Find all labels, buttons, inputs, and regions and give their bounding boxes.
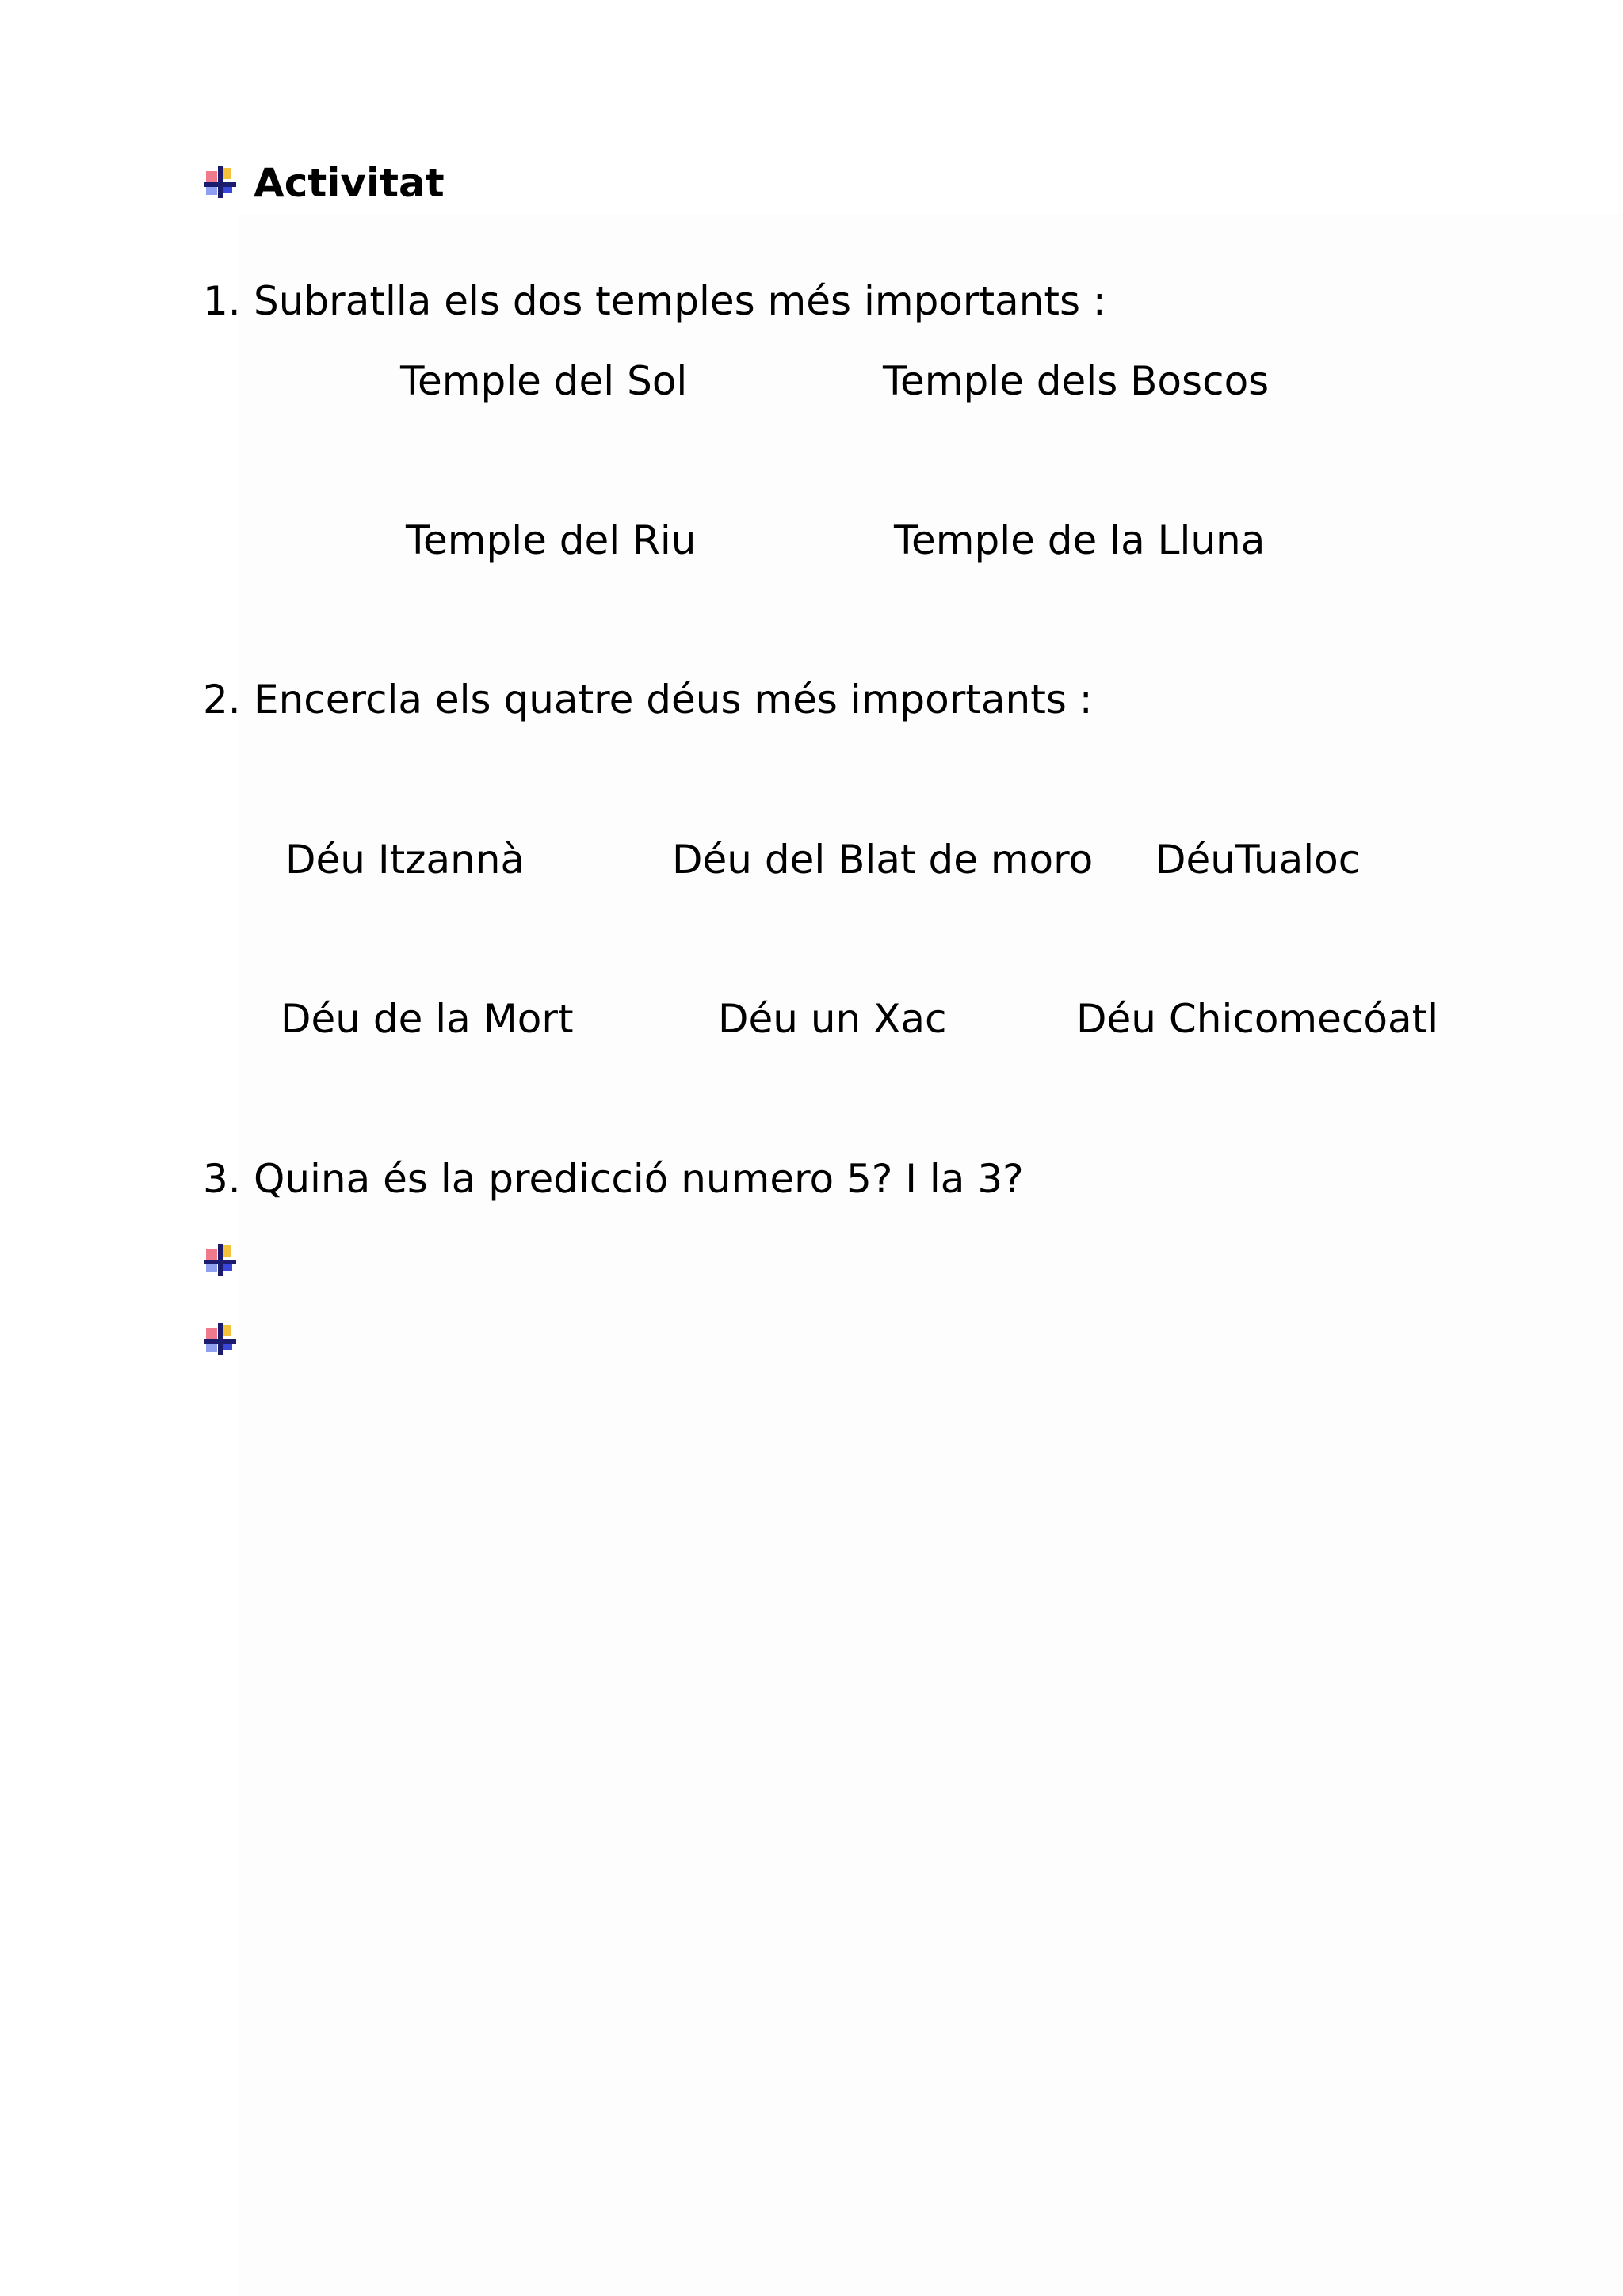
q2-option-chicomecoatl: Déu Chicomecóatl <box>1076 996 1439 1042</box>
bullet-icon-answer-2 <box>203 1322 238 1356</box>
q2-option-blat-de-moro: Déu del Blat de moro <box>672 837 1094 883</box>
q3-number: 3. <box>203 1156 241 1202</box>
q1-option-temple-riu: Temple del Riu <box>406 517 697 563</box>
q1-number: 1. <box>203 278 241 324</box>
q1-option-temple-sol: Temple del Sol <box>400 358 688 404</box>
q2-option-mort: Déu de la Mort <box>281 996 574 1042</box>
q2-option-tualoc: DéuTualoc <box>1155 837 1361 883</box>
q2-option-un-xac: Déu un Xac <box>718 996 947 1042</box>
bullet-icon-answer-1 <box>203 1242 238 1277</box>
bullet-icon-heading <box>203 165 238 200</box>
q2-option-itzanna: Déu Itzannà <box>285 837 525 883</box>
q2-prompt: Encercla els quatre déus més importants : <box>254 677 1093 723</box>
q1-option-temple-boscos: Temple dels Boscos <box>883 358 1270 404</box>
q3-prompt: Quina és la predicció numero 5? I la 3? <box>254 1156 1024 1202</box>
q2-number: 2. <box>203 677 241 723</box>
q1-option-temple-lluna: Temple de la Lluna <box>894 517 1266 563</box>
heading-activitat: Activitat <box>254 160 445 206</box>
q1-prompt: Subratlla els dos temples més importants : <box>254 278 1106 324</box>
